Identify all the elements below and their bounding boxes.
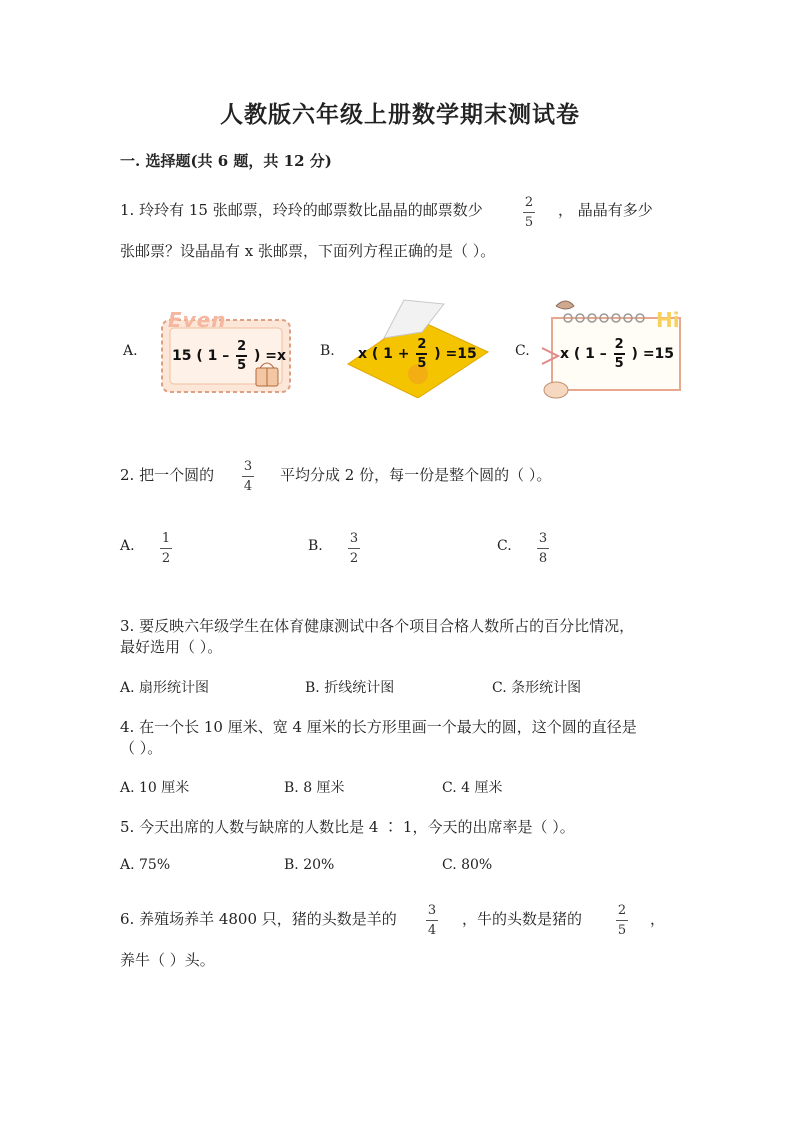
equation-fraction	[614, 338, 625, 370]
fraction-num: 2	[617, 903, 627, 918]
page-title: 人教版六年级上册数学期末测试卷	[220, 101, 580, 128]
fraction-bar	[160, 548, 172, 549]
q6-text-b: ，牛的头数是猪的	[462, 910, 583, 928]
equation-prefix: 15 ( 1 –	[172, 348, 230, 364]
fraction-bar	[426, 920, 438, 921]
q5-option-b[interactable]: B. 20%	[284, 857, 335, 873]
q1-option-a-equation	[172, 340, 286, 372]
equation-suffix: ) =x	[254, 348, 287, 364]
fraction-num: 2	[237, 339, 247, 354]
fraction-den: 8	[538, 551, 548, 566]
fraction-den: 2	[161, 551, 171, 566]
q1-option-c-label[interactable]: C.	[515, 343, 530, 359]
q1-option-a-card[interactable]	[156, 310, 294, 396]
q5-option-a[interactable]: A. 75%	[120, 857, 171, 873]
equation-fraction	[236, 340, 247, 372]
fraction-den: 2	[349, 551, 359, 566]
equation-prefix: x ( 1 +	[358, 346, 410, 362]
q2-option-c-label[interactable]: C.	[497, 538, 512, 554]
fraction-num: 2	[417, 337, 427, 352]
q4-option-a[interactable]: A. 10 厘米	[120, 780, 190, 796]
fraction-den: 5	[417, 356, 427, 371]
q2-option-a-label[interactable]: A.	[120, 538, 135, 554]
fraction-den: 5	[614, 356, 624, 371]
q2-text-b: 平均分成 2 份，每一份是整个圆的（ ）。	[280, 466, 552, 484]
q1-option-b-equation	[358, 338, 477, 370]
q1-option-a-deco-text: Even	[168, 308, 227, 332]
fraction-bar	[416, 353, 427, 355]
q3-option-c[interactable]: C. 条形统计图	[492, 680, 582, 696]
q6-line2: 养牛（ ）头。	[120, 951, 215, 969]
fraction-num: 1	[161, 531, 171, 546]
q5-line1: 5. 今天出席的人数与缺席的人数比是 4 ∶ 1，今天的出席率是（ ）。	[120, 818, 575, 836]
equation-prefix: x ( 1 –	[560, 346, 607, 362]
q1-text-b: ， 晶晶有多少	[558, 201, 653, 219]
fraction-den: 4	[243, 479, 253, 494]
q4-line2: （ ）。	[120, 739, 163, 757]
q4-option-c[interactable]: C. 4 厘米	[442, 780, 503, 796]
q6-fraction-1	[426, 904, 438, 937]
q4-line1: 4. 在一个长 10 厘米、宽 4 厘米的长方形里画一个最大的圆，这个圆的直径是	[120, 718, 637, 736]
q1-option-c-deco-text: Hi	[656, 308, 680, 332]
fraction-bar	[537, 548, 549, 549]
fraction-bar	[614, 353, 625, 355]
q1-line2: 张邮票？设晶晶有 x 张邮票，下面列方程正确的是（ ）。	[120, 242, 496, 260]
equation-suffix: ) =15	[434, 346, 477, 362]
q1-fraction	[523, 196, 535, 229]
q6-text-c: ，	[650, 910, 666, 928]
section-heading: 一. 选择题(共 6 题，共 12 分)	[120, 152, 332, 170]
fraction-bar	[616, 920, 628, 921]
q6-text-a: 6. 养殖场养羊 4800 只，猪的头数是羊的	[120, 910, 397, 928]
q3-line2: 最好选用（ ）。	[120, 638, 223, 656]
q1-option-c-card[interactable]	[538, 294, 688, 406]
fraction-den: 5	[617, 923, 627, 938]
q2-text-a: 2. 把一个圆的	[120, 466, 215, 484]
q1-option-b-card[interactable]	[344, 298, 492, 398]
fraction-num: 3	[349, 531, 359, 546]
equation-fraction	[416, 338, 427, 370]
q1-text-a: 1. 玲玲有 15 张邮票，玲玲的邮票数比晶晶的邮票数少	[120, 201, 483, 219]
fraction-num: 3	[243, 459, 253, 474]
q1-frac-den: 5	[524, 215, 534, 230]
q2-option-a-fraction[interactable]	[160, 532, 172, 565]
fraction-bar	[348, 548, 360, 549]
q2-option-c-fraction[interactable]	[537, 532, 549, 565]
fraction-bar	[236, 355, 247, 357]
fraction-num: 3	[538, 531, 548, 546]
fraction-num: 3	[427, 903, 437, 918]
q3-option-a[interactable]: A. 扇形统计图	[120, 680, 210, 696]
fraction-num: 2	[614, 337, 624, 352]
q2-option-b-fraction[interactable]	[348, 532, 360, 565]
q2-fraction	[242, 460, 254, 493]
q2-option-b-label[interactable]: B.	[308, 538, 323, 554]
q1-option-c-equation	[560, 338, 674, 370]
q4-option-b[interactable]: B. 8 厘米	[284, 780, 345, 796]
q1-option-b-label[interactable]: B.	[320, 343, 335, 359]
equation-suffix: ) =15	[631, 346, 675, 362]
fraction-bar	[523, 212, 535, 213]
fraction-den: 5	[237, 358, 247, 373]
q3-option-b[interactable]: B. 折线统计图	[305, 680, 395, 696]
fraction-bar	[242, 476, 254, 477]
q6-fraction-2	[616, 904, 628, 937]
q5-option-c[interactable]: C. 80%	[442, 857, 493, 873]
q3-line1: 3. 要反映六年级学生在体育健康测试中各个项目合格人数所占的百分比情况，	[120, 617, 635, 635]
q1-option-a-label[interactable]: A.	[123, 343, 138, 359]
fraction-den: 4	[427, 923, 437, 938]
q1-frac-num: 2	[524, 195, 534, 210]
